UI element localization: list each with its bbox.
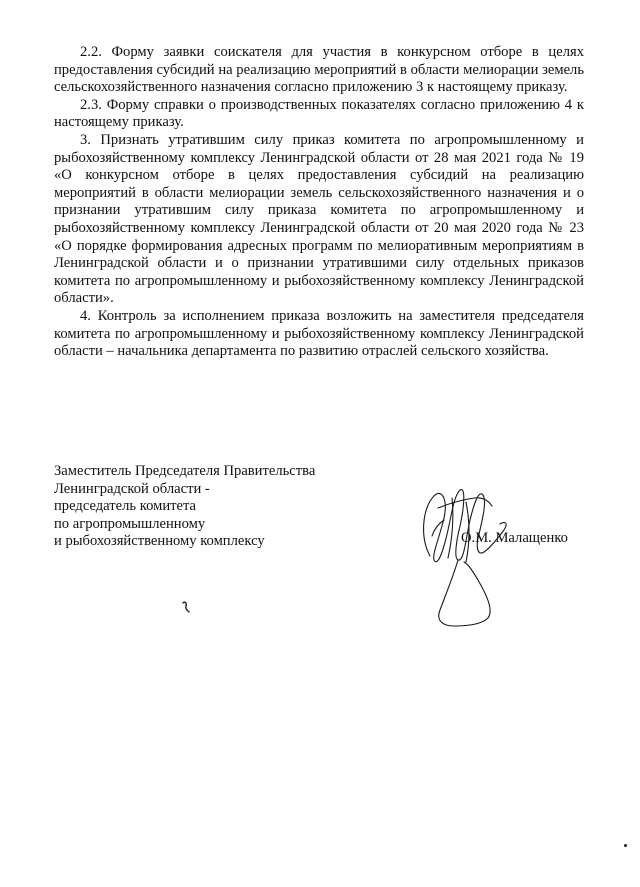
signatory-position [54, 463, 315, 551]
paragraph-4: 4. Контроль за исполнением приказа возложить на заместителя председателя комитета по агропромышленному и рыбохозяйственному комплексу Ленинградской области – начальника департамента по развитию отраслей сельского хозяйства. [54, 307, 584, 360]
position-line: и рыбохозяйственному комплексу [54, 533, 265, 550]
scan-dot [624, 844, 627, 847]
document-body [54, 44, 584, 361]
position-line: по агропромышленному [54, 515, 206, 532]
position-line: председатель комитета [54, 498, 197, 515]
handwritten-signature [408, 478, 518, 633]
paragraph-2-2: 2.2. Форму заявки соискателя для участия в конкурсном отборе в целях предоставления субсидий на реализацию мероприятий в области мелиорации земель сельскохозяйственного назначения согласно приложению 3 к настоящему приказу. [54, 44, 584, 96]
stray-mark [181, 600, 191, 614]
paragraph-3: 3. Признать утратившим силу приказ комитета по агропромышленному и рыбохозяйственному комплексу Ленинградской области от 28 мая 2021 года № 19 «О конкурсном отборе в целях предоставления субсидий на реализацию мероприятий в области мелиорации земель сельскохозяйственного назначения и о признании утратившим силу приказа комитета по агропромышленному и рыбохозяйственному комплексу Ленинградской области от 20 мая 2020 года № 23 «О порядке формирования адресных программ по мелиоративным мероприятиям в Ленинградской области и о признании утратившими силу отдельных приказов комитета по агропромышленному и рыбохозяйственному комплексу Ленинградской области». [54, 131, 584, 307]
position-line: Заместитель Председателя Правительства [54, 463, 316, 479]
signer-name: О.М. Малащенко [461, 530, 568, 546]
position-line: Ленинградской области - [54, 480, 210, 497]
paragraph-2-3: 2.3. Форму справки о производственных показателях согласно приложению 4 к настоящему приказу. [54, 96, 584, 131]
